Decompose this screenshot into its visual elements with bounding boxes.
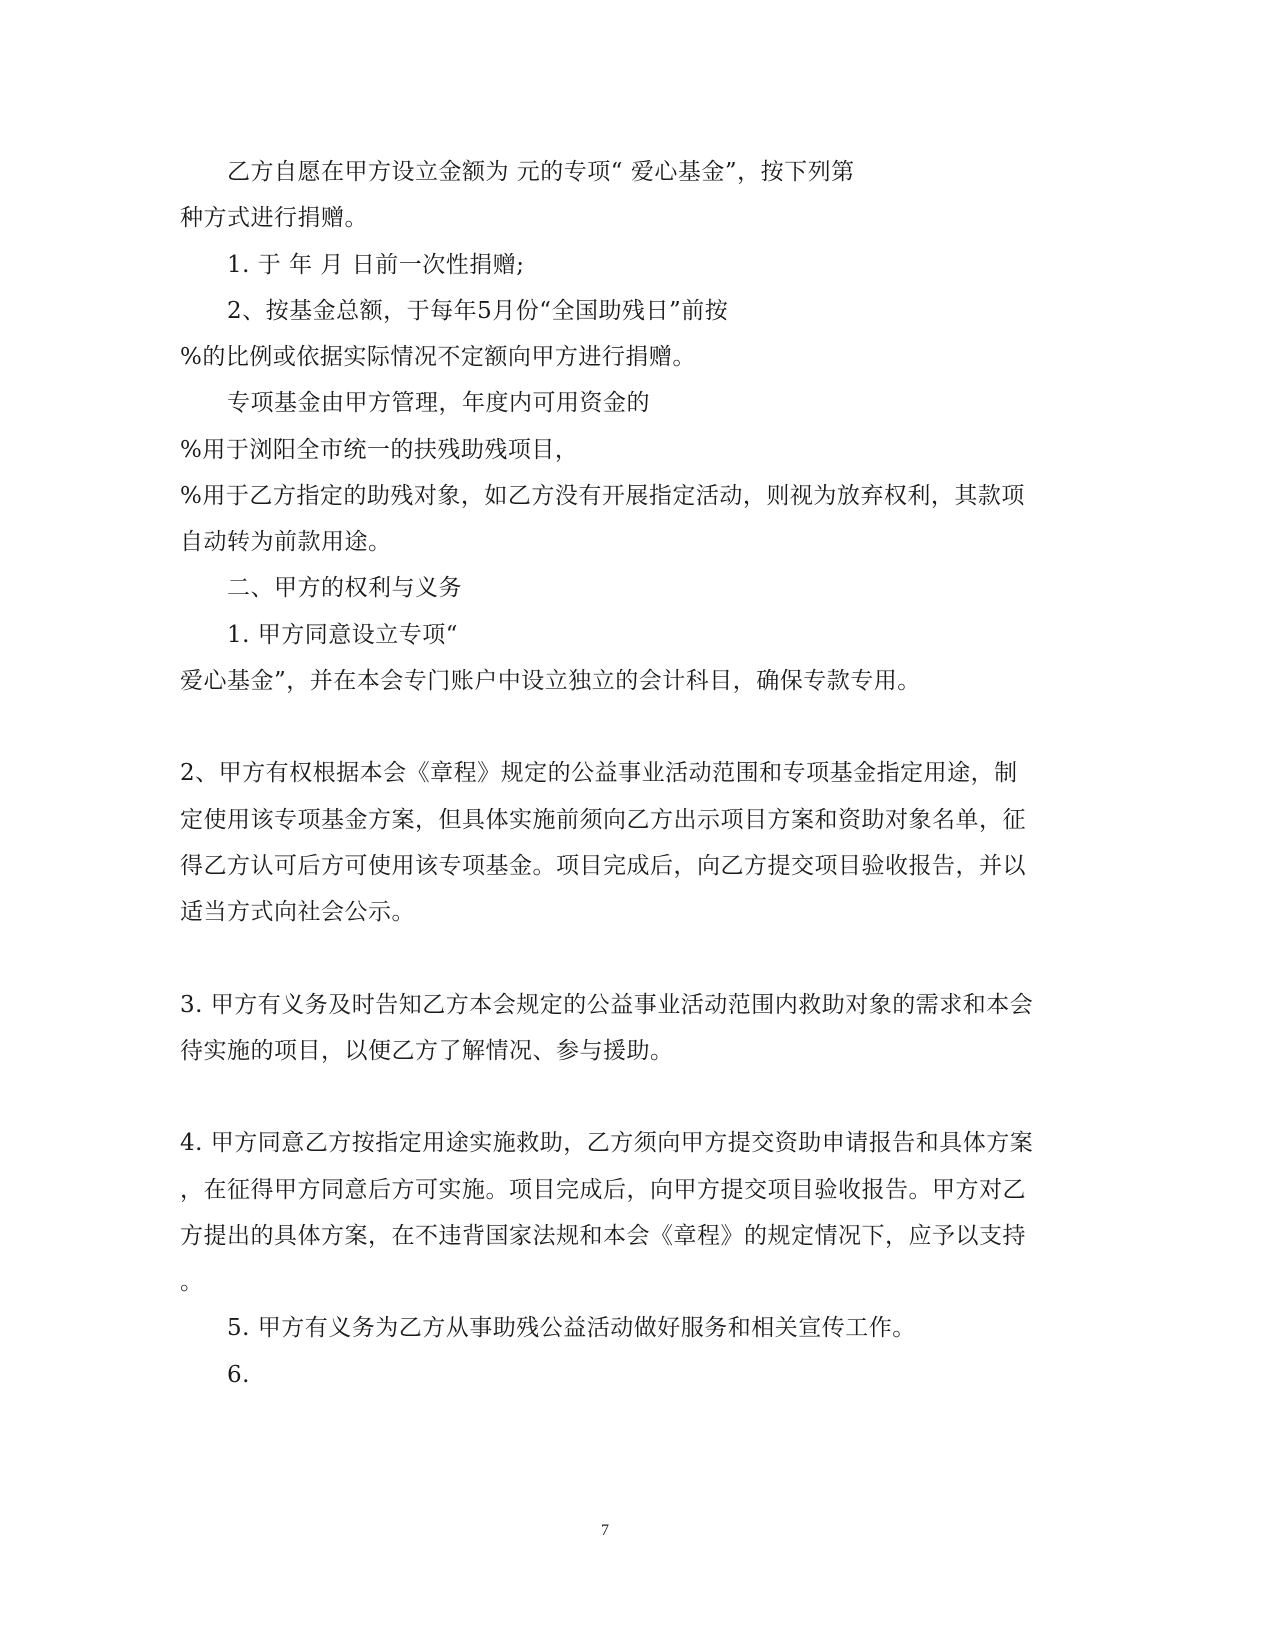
text-line: 适当方式向社会公示。 <box>180 899 415 925</box>
text-line: %用于浏阳全市统一的扶残助残项目， <box>180 437 579 463</box>
text-line: 5. 甲方有义务为乙方从事助残公益活动做好服务和相关宣传工作。 <box>227 1315 916 1341</box>
text-line: 2、按基金总额，于每年5月份“全国助残日”前按 <box>227 298 729 324</box>
text-line: 自动转为前款用途。 <box>180 529 392 555</box>
text-line: 2、甲方有权根据本会《章程》规定的公益事业活动范围和专项基金指定用途，制 <box>180 760 1018 786</box>
text-line: 3. 甲方有义务及时告知乙方本会规定的公益事业活动范围内救助对象的需求和本会 <box>180 992 1034 1018</box>
text-line: 定使用该专项基金方案，但具体实施前须向乙方出示项目方案和资助对象名单，征 <box>180 807 1026 833</box>
text-line: 4. 甲方同意乙方按指定用途实施救助，乙方须向甲方提交资助申请报告和具体方案 <box>180 1130 1034 1156</box>
text-line: %的比例或依据实际情况不定额向甲方进行捐赠。 <box>180 344 696 370</box>
text-line: %用于乙方指定的助残对象，如乙方没有开展指定活动，则视为放弃权利，其款项 <box>180 483 1025 509</box>
text-line: 待实施的项目，以便乙方了解情况、参与援助。 <box>180 1038 674 1064</box>
page-number: 7 <box>601 1522 609 1539</box>
text-line: 种方式进行捐赠。 <box>180 205 368 231</box>
text-line: 得乙方认可后方可使用该专项基金。项目完成后，向乙方提交项目验收报告，并以 <box>180 853 1026 879</box>
text-line: 1. 于 年 月 日前一次性捐赠; <box>227 252 525 278</box>
text-line: 爱心基金”，并在本会专门账户中设立独立的会计科目，确保专款专用。 <box>180 668 921 694</box>
text-line: 1. 甲方同意设立专项“ <box>227 622 459 648</box>
section-heading: 二、甲方的权利与义务 <box>227 575 462 601</box>
text-line: 。 <box>180 1269 204 1295</box>
text-line: 6. <box>227 1362 250 1388</box>
text-line: 乙方自愿在甲方设立金额为 元的专项“ 爱心基金”，按下列第 <box>227 159 855 185</box>
text-line: 方提出的具体方案，在不违背国家法规和本会《章程》的规定情况下，应予以支持 <box>180 1223 1026 1249</box>
text-line: 专项基金由甲方管理，年度内可用资金的 <box>227 390 650 416</box>
text-line: ，在征得甲方同意后方可实施。项目完成后，向甲方提交项目验收报告。甲方对乙 <box>180 1177 1026 1203</box>
